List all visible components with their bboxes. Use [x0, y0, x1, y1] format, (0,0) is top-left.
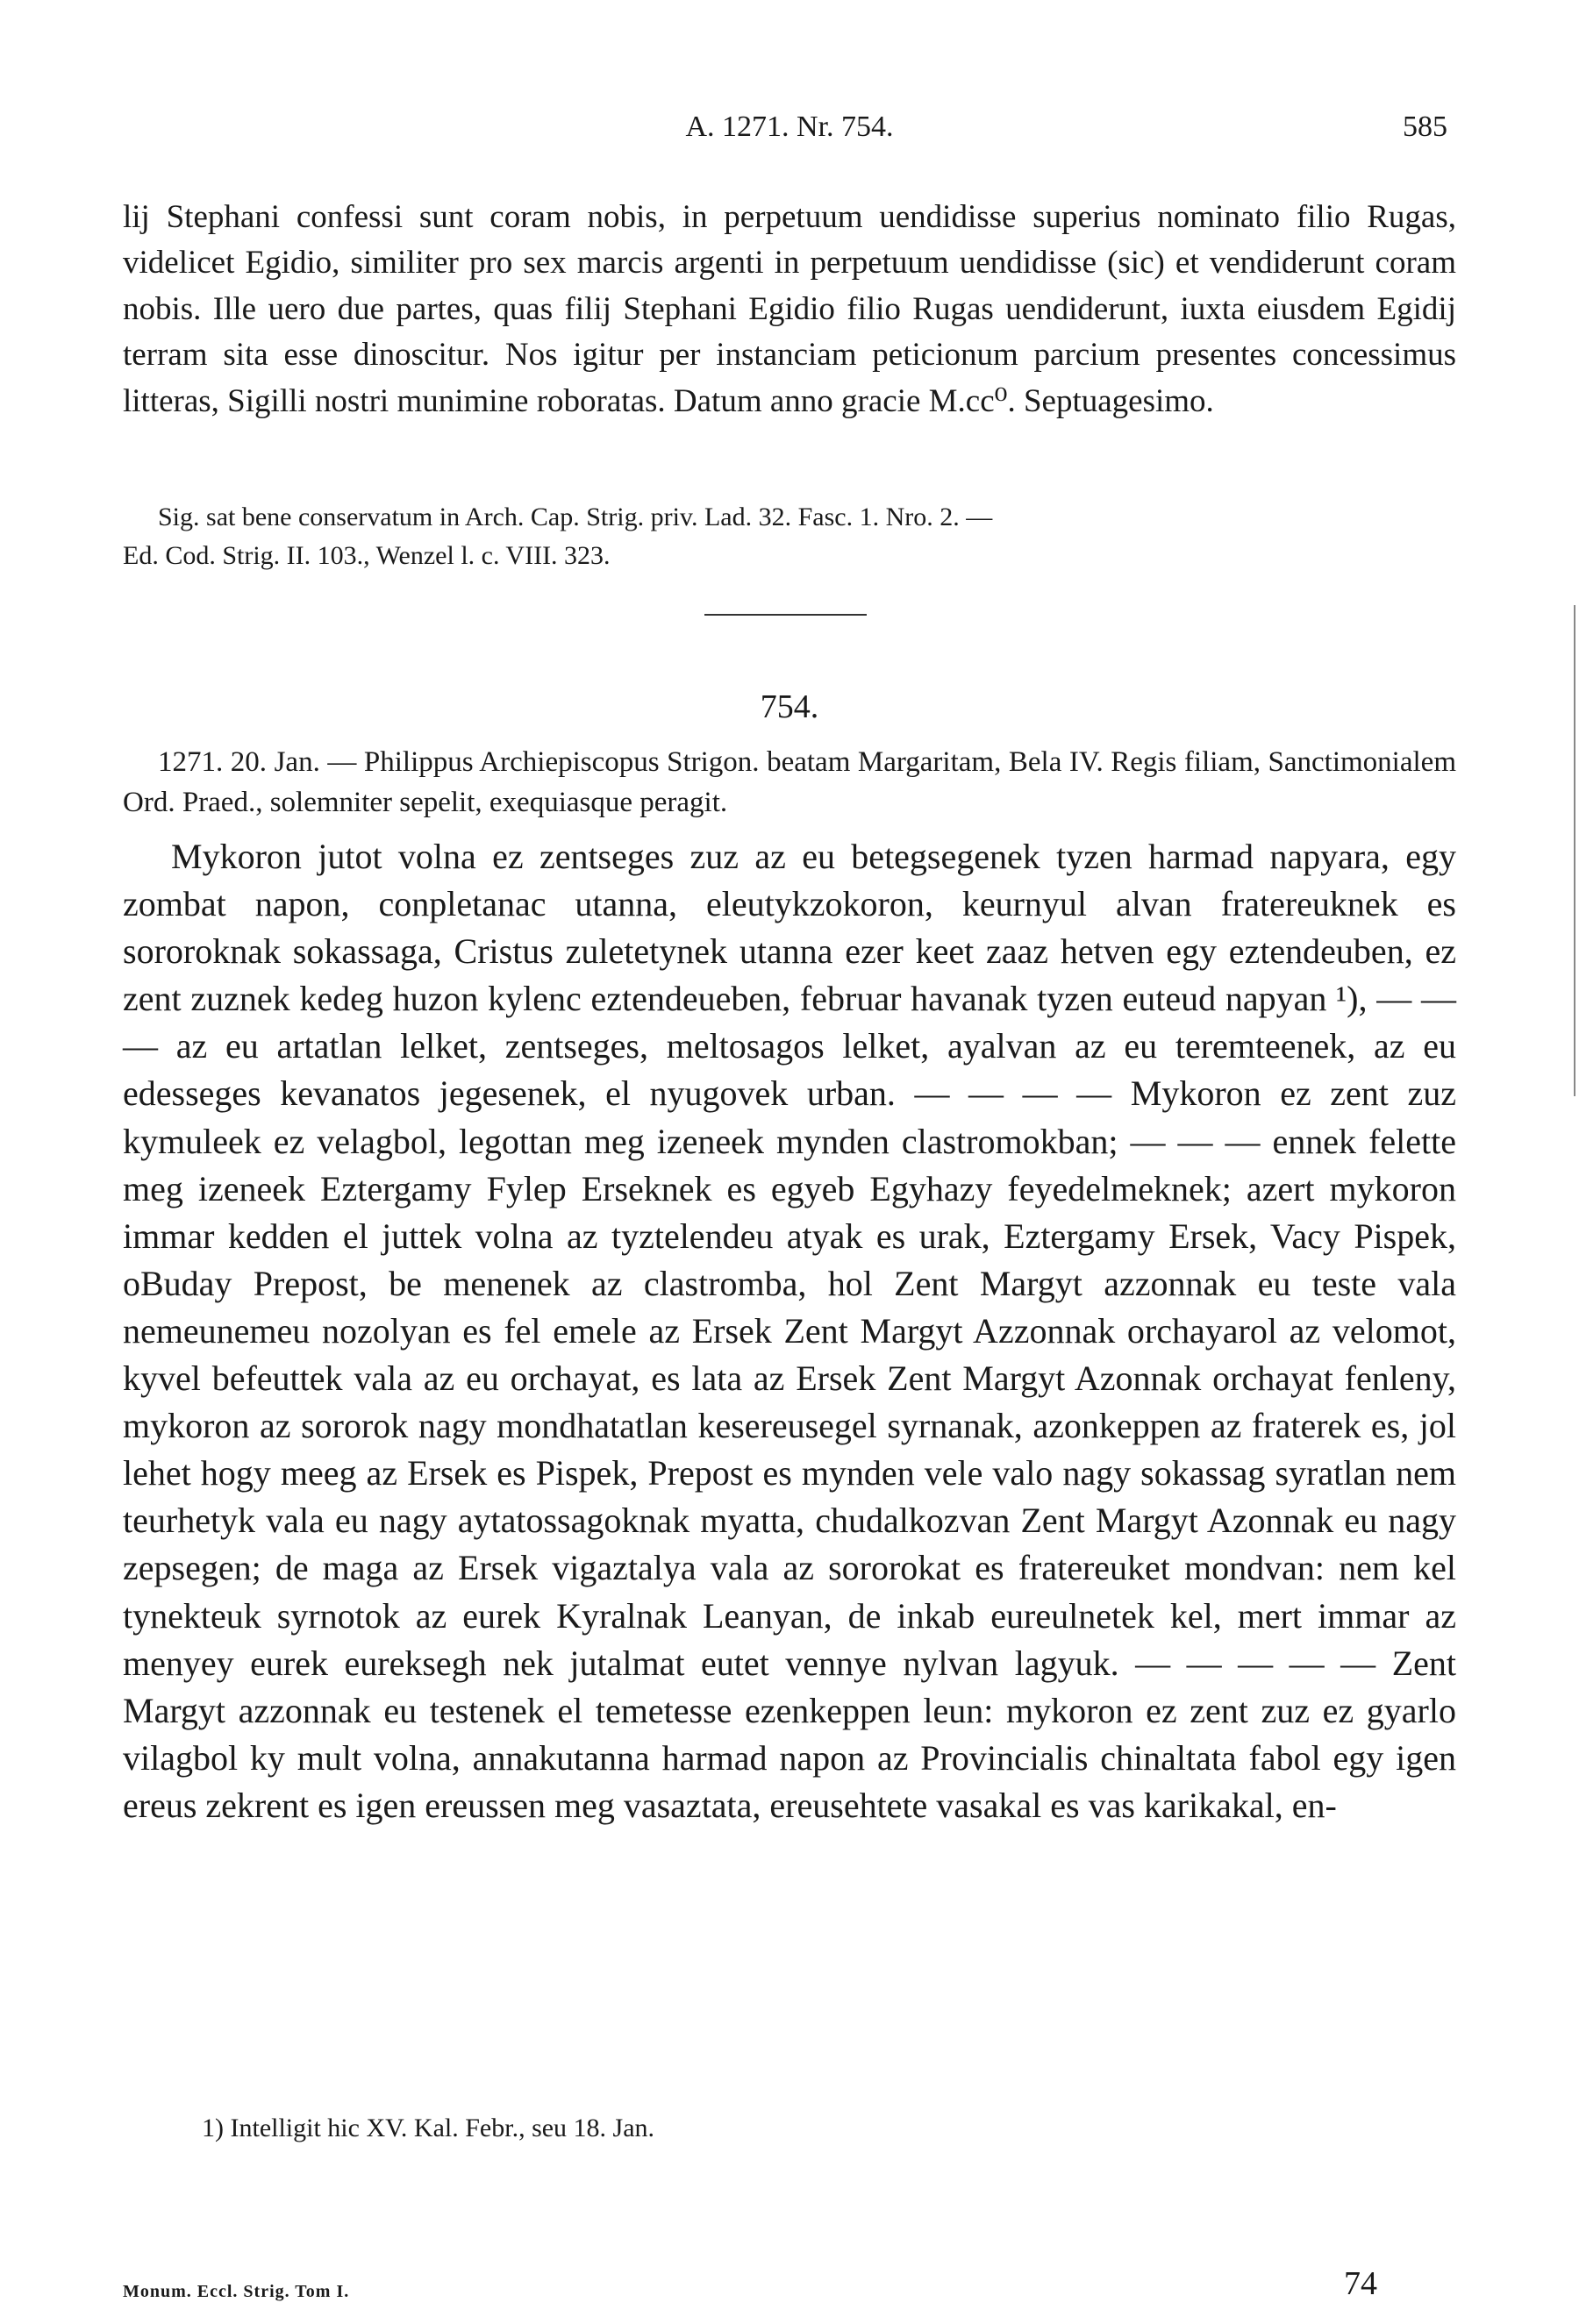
- running-header: [123, 110, 1456, 154]
- page-number: 585: [1403, 110, 1447, 143]
- footer-signature: Monum. Eccl. Strig. Tom I.: [123, 2282, 350, 2301]
- document-text: [123, 833, 1456, 1829]
- regest: [123, 742, 1456, 823]
- regest-text: 1271. 20. Jan. — Philippus Archiepiscopus Strigon. beatam Margaritam, Bela IV. Regis filiam, Sanctimonialem Ord. Praed., solemniter sepelit, exequiasque peragit.: [123, 746, 1456, 818]
- document-number: 754.: [760, 688, 819, 725]
- previous-document-paragraph: lij Stephani confessi sunt coram nobis, in perpetuum uendidisse superius nominato filio Rugas, videlicet Egidio, similiter pro sex marcis argenti in perpetuum uendidisse (sic) et vendiderunt coram nobis. Ille uero due partes, quas filij Stephani Egidio filio Rugas uendiderunt, iuxta eiusdem Egidij terram sita esse dinoscitur. Nos igitur per instanciam peticionum parcium presentes concessimus litteras, Sigilli nostri munimine roboratas. Datum anno gracie M.cc⁰. Septuagesimo.: [123, 199, 1456, 419]
- page-edge-line: [1574, 605, 1575, 1096]
- footer-sheet-number: 74: [1344, 2265, 1377, 2302]
- archival-note: [123, 498, 1456, 575]
- archival-note-line-2: Ed. Cod. Strig. II. 103., Wenzel l. c. VIII. 323.: [123, 541, 611, 570]
- running-title: A. 1271. Nr. 754.: [685, 110, 894, 143]
- previous-document-text: [123, 195, 1456, 424]
- section-divider: [704, 614, 867, 616]
- document-paragraph: Mykoron jutot volna ez zentseges zuz az eu betegsegenek tyzen harmad napyara, egy zombat napon, conpletanac utanna, eleutykzokoron, keurnyul alvan fratereuknek es sororoknak sokassaga, Cristus zuletetynek utanna ezer keet zaaz hetven egy eztendeuben, ez zent zuznek kedeg huzon kylenc eztendeueben, februar havanak tyzen euteud napyan ¹), — — — az eu artatlan lelket, zentseges, meltosagos lelket, ayalvan az eu teremteenek, az eu edesseges kevanatos jegesenek, el nyugovek urban. — — — — Mykoron ez zent zuz kymuleek ez velagbol, legottan meg izeneek mynden clastromokban; — — — ennek felette meg izeneek Eztergamy Fylep Erseknek es egyeb Egyhazy feyedelmeknek; azert mykoron immar kedden el juttek volna az tyztelendeu atyak es urak, Eztergamy Ersek, Vacy Pispek, oBuday Prepost, be menenek az clastromba, hol Zent Margyt azzonnak eu teste vala nemeunemeu nozolyan es fel emele az Ersek Zent Margyt Azzonnak orchayarol az velomot, kyvel befeuttek vala az eu orchayat, es lata az Ersek Zent Margyt Azonnak orchayat fenleny, mykoron az sororok nagy mondhatatlan kesereusegel syrnanak, azonkeppen az fraterek es, jol lehet hogy meeg az Ersek es Pispek, Prepost es mynden vele valo nagy sokassag syratlan nem teurhetyk vala eu nagy aytatossagoknak myatta, chudalkozvan Zent Margyt Azonnak eu nagy zepsegen; de maga az Ersek vigaztalya vala az sororokat es fratereuket mondvan: nem kel tynekteuk syrnotok az eurek Kyralnak Leanyan, de inkab eureulnetek kel, mert immar az menyey eurek eureksegh nek jutalmat eutet vennye nylvan lagyuk. — — — — — Zent Margyt azzonnak eu testenek el temetesse ezenkeppen leun: mykoron ez zent zuz ez gyarlo vilagbol ky mult volna, annakutanna harmad napon az Provincialis chinaltata fabol egy igen ereus zekrent es igen ereussen meg vasaztata, ereusehtete vasakal es vas karikakal, en-: [123, 837, 1456, 1825]
- footnote: 1) Intelligit hic XV. Kal. Febr., seu 18. Jan.: [202, 2114, 655, 2142]
- archival-note-line-1: Sig. sat bene conservatum in Arch. Cap. Strig. priv. Lad. 32. Fasc. 1. Nro. 2. —: [158, 503, 993, 531]
